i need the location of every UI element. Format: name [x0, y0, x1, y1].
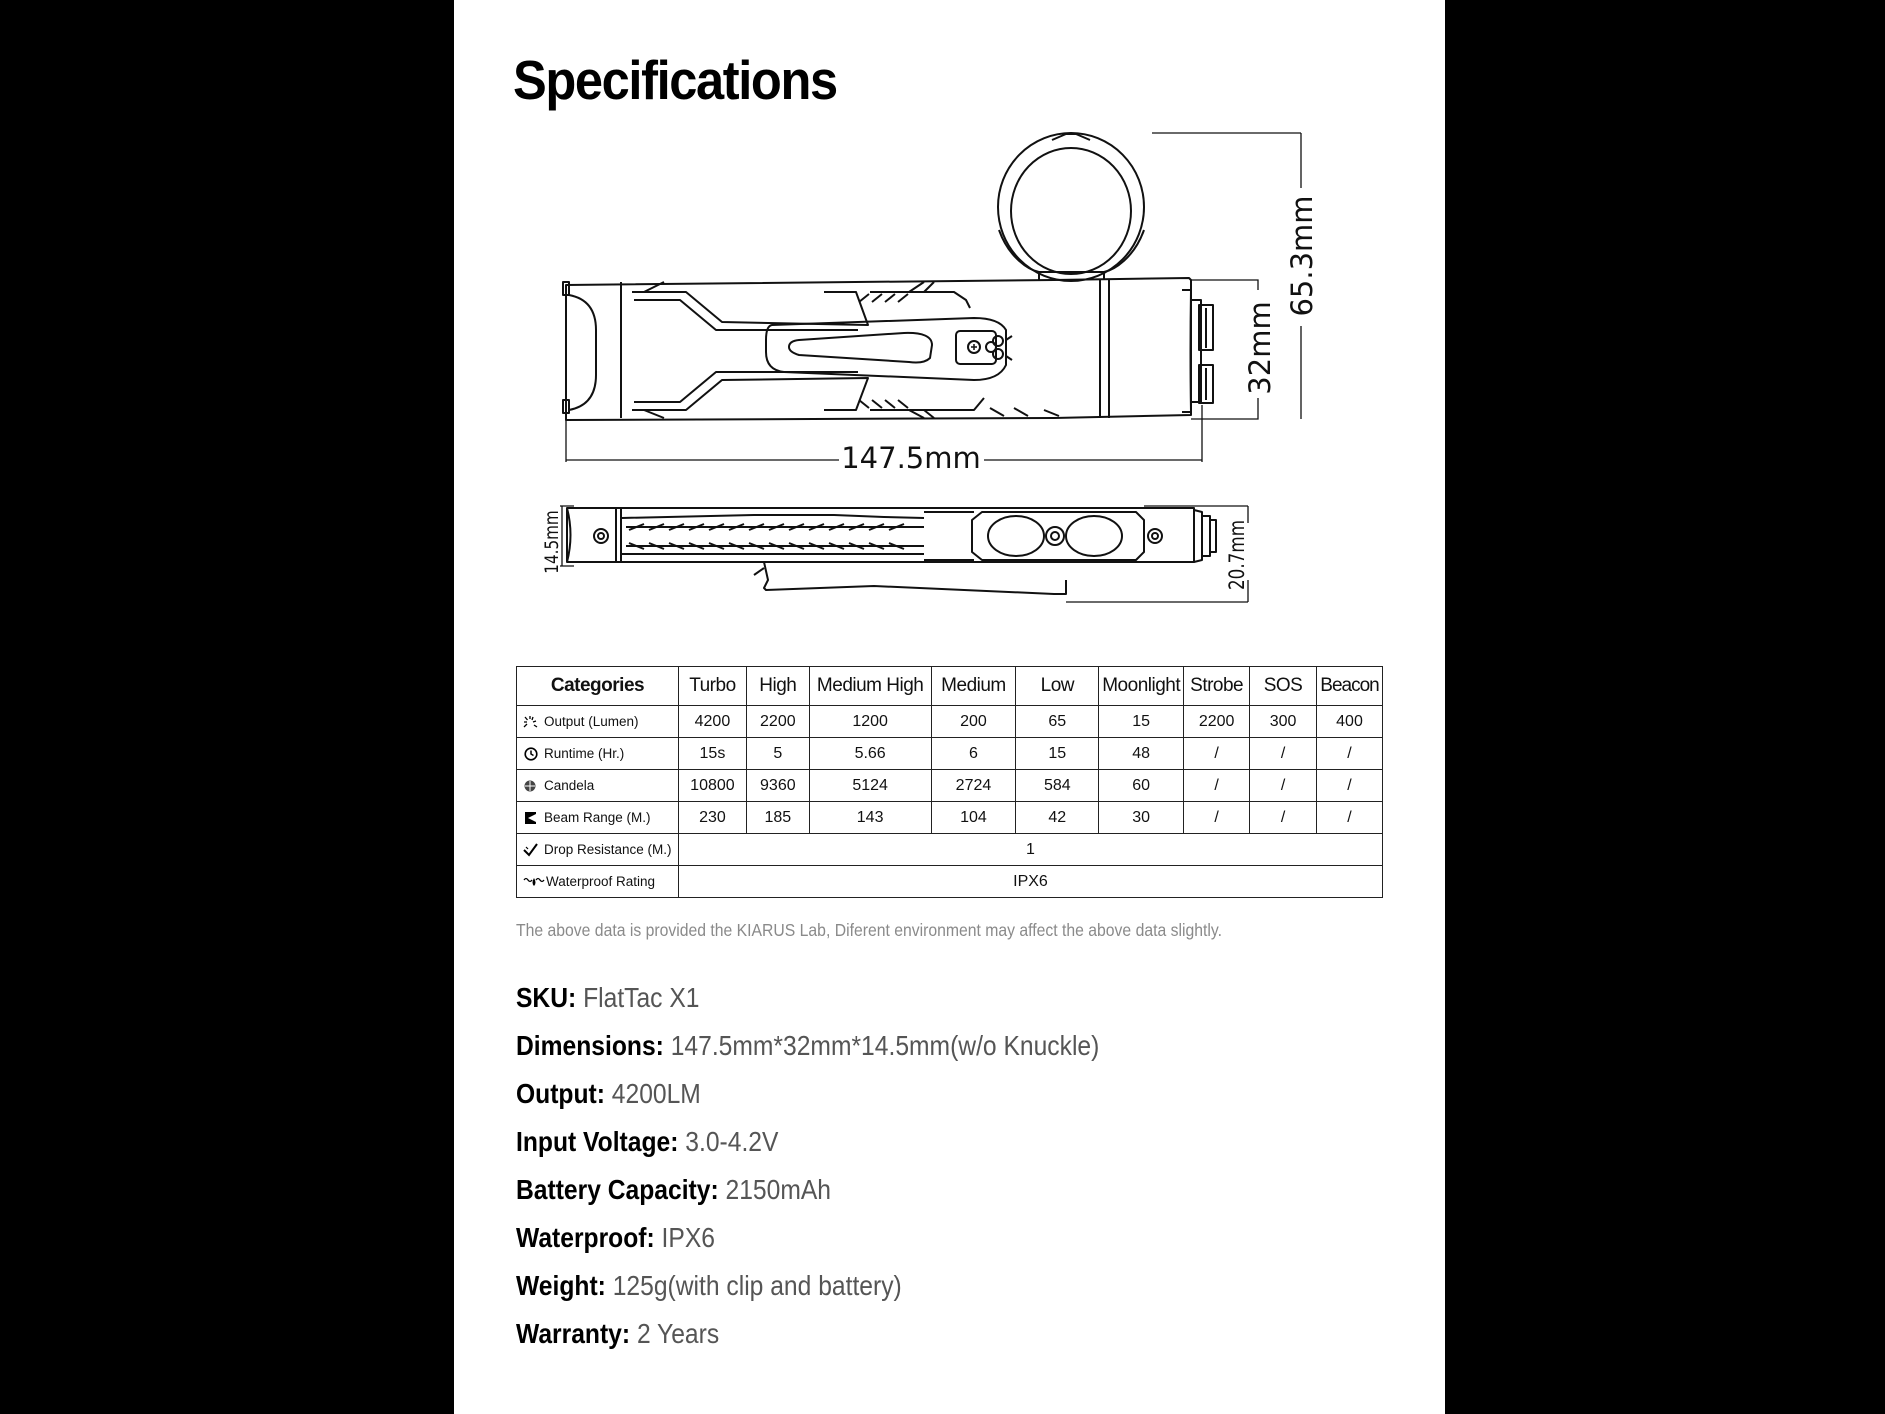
runtime-medium-high: 5.66 — [809, 738, 931, 770]
output-medium-high: 1200 — [809, 706, 931, 738]
runtime-low: 15 — [1016, 738, 1099, 770]
table-header-row — [517, 667, 1383, 706]
spec-table — [516, 666, 1383, 898]
table-row-candela — [517, 770, 1383, 802]
runtime-moonlight: 48 — [1099, 738, 1184, 770]
row-label-drop-resistance: Drop Resistance (M.) — [517, 834, 679, 866]
output-moonlight: 15 — [1099, 706, 1184, 738]
candela-low: 584 — [1016, 770, 1099, 802]
beam-range-turbo: 230 — [678, 802, 746, 834]
width-dimension: 32mm — [1243, 301, 1277, 395]
candela-moonlight: 60 — [1099, 770, 1184, 802]
spec-input-voltage: Input Voltage: 3.0-4.2V — [516, 1126, 779, 1157]
spec-sku: SKU: FlatTac X1 — [516, 982, 700, 1013]
spec-dimensions: Dimensions: 147.5mm*32mm*14.5mm(w/o Knuckle) — [516, 1030, 1100, 1061]
row-label-output: Output (Lumen) — [517, 706, 679, 738]
spec-list — [516, 982, 1179, 1366]
runtime-beacon: / — [1316, 738, 1382, 770]
beam-range-medium: 104 — [931, 802, 1016, 834]
spec-weight: Weight: 125g(with clip and battery) — [516, 1270, 902, 1301]
flashlight-dimension-drawing — [454, 0, 1445, 640]
beam-range-icon — [523, 811, 539, 825]
header-categories: Categories — [517, 667, 679, 706]
spec-warranty: Warranty: 2 Years — [516, 1318, 720, 1349]
height-dimension: 65.3mm — [1285, 195, 1319, 317]
beam-range-beacon: / — [1316, 802, 1382, 834]
runtime-sos: / — [1250, 738, 1317, 770]
table-row-output — [517, 706, 1383, 738]
spec-page — [454, 0, 1445, 1414]
drop-icon — [523, 843, 539, 857]
candela-sos: / — [1250, 770, 1317, 802]
header-high: High — [746, 667, 809, 706]
output-sos: 300 — [1250, 706, 1317, 738]
output-icon — [523, 715, 539, 729]
beam-range-medium-high: 143 — [809, 802, 931, 834]
table-row-drop-resistance — [517, 834, 1383, 866]
drop-resistance-value: 1 — [678, 834, 1382, 866]
candela-high: 9360 — [746, 770, 809, 802]
row-label-runtime: Runtime (Hr.) — [517, 738, 679, 770]
runtime-high: 5 — [746, 738, 809, 770]
output-beacon: 400 — [1316, 706, 1382, 738]
page-title: Specifications — [513, 49, 837, 111]
beam-range-low: 42 — [1016, 802, 1099, 834]
output-strobe: 2200 — [1184, 706, 1250, 738]
candela-medium: 2724 — [931, 770, 1016, 802]
table-row-beam-range — [517, 802, 1383, 834]
beam-range-moonlight: 30 — [1099, 802, 1184, 834]
beam-range-strobe: / — [1184, 802, 1250, 834]
output-medium: 200 — [931, 706, 1016, 738]
row-label-candela: Candela — [517, 770, 679, 802]
runtime-turbo: 15s — [678, 738, 746, 770]
candela-strobe: / — [1184, 770, 1250, 802]
header-medium: Medium — [931, 667, 1016, 706]
length-dimension: 147.5mm — [841, 441, 981, 475]
candela-medium-high: 5124 — [809, 770, 931, 802]
candela-icon — [523, 779, 539, 793]
side-view — [567, 508, 1216, 594]
header-strobe: Strobe — [1184, 667, 1250, 706]
header-sos: SOS — [1250, 667, 1317, 706]
table-row-waterproof — [517, 866, 1383, 898]
row-label-waterproof: Waterproof Rating — [517, 866, 679, 898]
candela-beacon: / — [1316, 770, 1382, 802]
header-beacon: Beacon — [1316, 667, 1382, 706]
data-disclaimer: The above data is provided the KIARUS Lab, Diferent environment may affect the above data slightly. — [516, 920, 1222, 940]
candela-turbo: 10800 — [678, 770, 746, 802]
beam-range-high: 185 — [746, 802, 809, 834]
waterproof-icon — [523, 875, 545, 889]
thickness-dimension: 14.5mm — [541, 510, 564, 574]
header-low: Low — [1016, 667, 1099, 706]
runtime-medium: 6 — [931, 738, 1016, 770]
row-label-beam-range: Beam Range (M.) — [517, 802, 679, 834]
spec-battery-capacity: Battery Capacity: 2150mAh — [516, 1174, 832, 1205]
output-turbo: 4200 — [678, 706, 746, 738]
output-high: 2200 — [746, 706, 809, 738]
header-medium-high: Medium High — [809, 667, 931, 706]
header-moonlight: Moonlight — [1099, 667, 1184, 706]
clip-thickness-dimension: 20.7mm — [1225, 519, 1250, 591]
table-row-runtime — [517, 738, 1383, 770]
output-low: 65 — [1016, 706, 1099, 738]
waterproof-value: IPX6 — [678, 866, 1382, 898]
top-view — [563, 133, 1213, 420]
spec-output: Output: 4200LM — [516, 1078, 701, 1109]
runtime-strobe: / — [1184, 738, 1250, 770]
beam-range-sos: / — [1250, 802, 1317, 834]
spec-waterproof: Waterproof: IPX6 — [516, 1222, 715, 1253]
clock-icon — [523, 747, 539, 761]
header-turbo: Turbo — [678, 667, 746, 706]
